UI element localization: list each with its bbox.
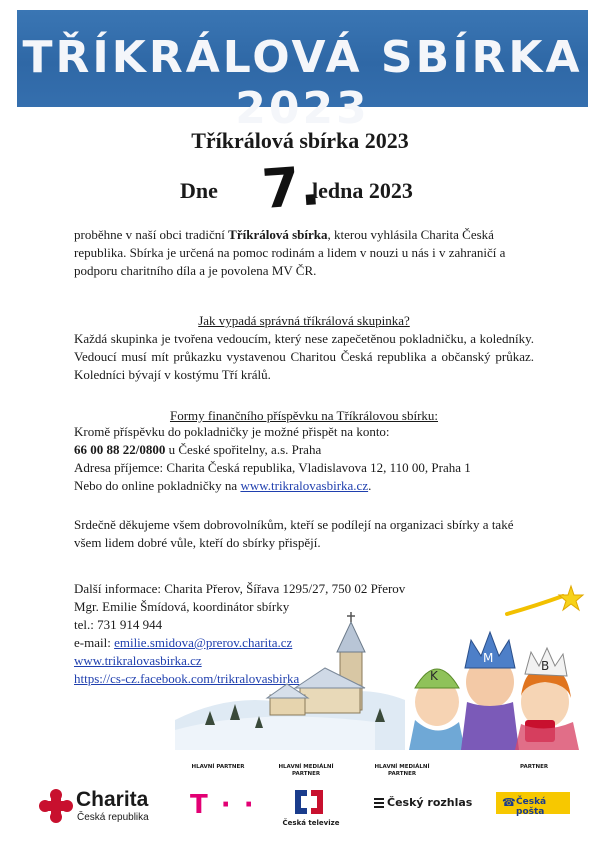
telekom-logo: T · · bbox=[190, 790, 256, 820]
ct-logo-icon bbox=[291, 786, 327, 818]
forms-address: Adresa příjemce: Charita Česká republika, Vladislavova 12, 110 00, Praha 1 bbox=[74, 460, 471, 475]
banner-title: TŘÍKRÁLOVÁ SBÍRKA 2023 bbox=[22, 32, 583, 134]
intro-text-2: , kterou vyhlásila Charita Česká republika. Sbírka je určená na pomoc rodinám a lidem v nouzi u nás i v zahraničí a podporu charitního díla a je povolena MV ČR. bbox=[74, 227, 506, 278]
forms-line1: Kromě příspěvku do pokladničky je možné přispět na konto: bbox=[74, 424, 390, 439]
charita-logo-sub: Česká republika bbox=[77, 812, 149, 823]
posta-logo bbox=[496, 792, 570, 817]
sponsor-label-4: PARTNER bbox=[519, 764, 549, 770]
ct-logo-text: Česká televize bbox=[282, 819, 340, 827]
posta-horn-icon: ☎ bbox=[502, 797, 516, 809]
rozhlas-icon bbox=[374, 798, 384, 808]
svg-text:K: K bbox=[430, 669, 438, 683]
posta-logo-text: Česká pošta bbox=[516, 797, 547, 817]
web-link[interactable]: www.trikralovasbirka.cz bbox=[74, 653, 202, 668]
charita-cross-icon bbox=[38, 788, 74, 824]
sponsor-label-3: HLAVNÍ MEDIÁLNÍ PARTNER bbox=[374, 764, 430, 777]
info-line1: Další informace: Charita Přerov, Šířava 1295/27, 750 02 Přerov bbox=[74, 581, 406, 596]
forms-heading: Formy finančního příspěvku na Tříkrálovou sbírku: bbox=[169, 408, 439, 423]
group-heading: Jak vypadá správná tříkrálová skupinka? bbox=[198, 313, 410, 328]
online-link[interactable]: www.trikralovasbirka.cz bbox=[240, 478, 369, 493]
intro-paragraph bbox=[74, 226, 534, 280]
online-prefix: Nebo do online pokladničky na bbox=[74, 478, 241, 493]
charita-logo-name: Charita bbox=[76, 788, 149, 811]
sponsor-label-1: HLAVNÍ PARTNER bbox=[191, 764, 245, 770]
svg-text:B: B bbox=[541, 659, 550, 673]
date-row bbox=[0, 154, 600, 221]
page-heading: Tříkrálová sbírka 2023 bbox=[191, 128, 409, 153]
three-kings-illustration bbox=[175, 610, 595, 750]
date-prefix: Dne bbox=[180, 178, 218, 203]
online-suffix: . bbox=[368, 478, 372, 493]
date-suffix: ledna 2023 bbox=[312, 178, 413, 203]
sponsor-bar bbox=[0, 758, 600, 850]
account-number: 66 00 88 22/0800 bbox=[74, 442, 166, 457]
info-phone: tel.: 731 914 944 bbox=[74, 617, 163, 632]
group-text: Každá skupinka je tvořena vedoucím, který nese zapečetěnou pokladničku, a koledníky. Vedoucí musí mít průkazku vystavenou Charitou Česká republika a občanský průkaz. Koledníci bývají v kostýmu Tří králů. bbox=[74, 331, 534, 382]
forms-block bbox=[74, 423, 534, 495]
facebook-link[interactable]: https://cs-cz.facebook.com/trikralovasbirka bbox=[74, 671, 300, 686]
info-line2: Mgr. Emilie Šmídová, koordinátor sbírky bbox=[74, 599, 290, 614]
email-link[interactable]: emilie.smidova@prerov.charita.cz bbox=[114, 635, 293, 650]
rozhlas-logo-text: Český rozhlas bbox=[387, 796, 473, 809]
email-prefix: e-mail: bbox=[74, 635, 115, 650]
intro-bold: Tříkrálová sbírka bbox=[228, 227, 328, 242]
forms-online bbox=[74, 477, 534, 495]
sponsor-label-2: HLAVNÍ MEDIÁLNÍ PARTNER bbox=[278, 764, 334, 777]
svg-text:M: M bbox=[483, 651, 494, 665]
account-bank: u České spořitelny, a.s. Praha bbox=[165, 442, 322, 457]
date-day-handwritten: 7. bbox=[259, 154, 323, 221]
title-banner bbox=[17, 10, 588, 134]
intro-text-1: proběhne v naší obci tradiční bbox=[74, 227, 229, 242]
thanks-paragraph: Srdečně děkujeme všem dobrovolníkům, kteří se podílejí na organizaci sbírky a také všem lidem dobré vůle, kteří do sbírky přispějí. bbox=[74, 517, 514, 550]
forms-account-line bbox=[74, 441, 534, 459]
